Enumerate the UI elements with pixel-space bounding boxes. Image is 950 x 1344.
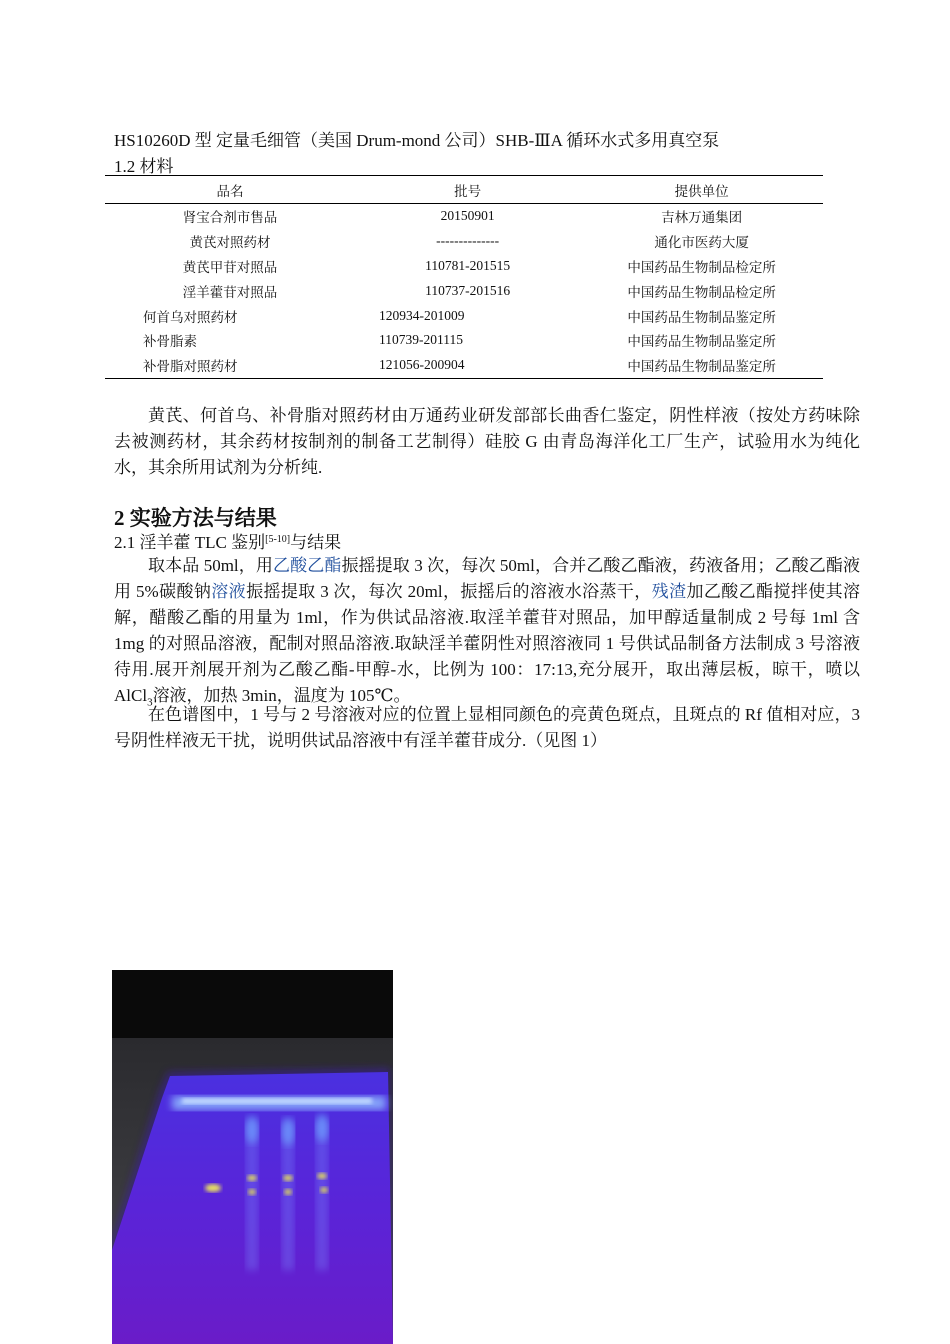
table-row <box>105 353 823 378</box>
cell-unit: 通化市医药大厦 <box>654 235 749 251</box>
cell-batch: 110739-201115 <box>378 332 463 348</box>
result-paragraph: 在色谱图中，1 号与 2 号溶液对应的位置上显相同颜色的亮黄色斑点，且斑点的 Rf 值相对应，3 号阴性样液无干扰，说明供试品溶液中有淫羊藿苷成分.（见图 1） <box>114 705 860 750</box>
section-2-1-title: 2.1 淫羊藿 TLC 鉴别 <box>114 533 266 552</box>
cell-batch: 120934-201009 <box>378 307 465 323</box>
cell-batch: -------------- <box>436 233 500 249</box>
col-header-unit: 提供单位 <box>580 176 823 204</box>
section-1-2-heading: 1.2 材料 <box>114 157 174 176</box>
equipment-line: HS10260D 型 定量毛细管（美国 Drum-mond 公司）SHB-ⅢA 循环水式多用真空泵 <box>114 131 720 150</box>
method-text: 取本品 50ml，用 <box>148 556 273 575</box>
cell-batch: 110781-201515 <box>425 257 511 273</box>
cell-unit: 中国药品生物制品检定所 <box>627 259 776 275</box>
cell-unit: 中国药品生物制品鉴定所 <box>580 353 823 378</box>
cell-name: 何首乌对照药材 <box>143 309 238 325</box>
col-header-name: 品名 <box>105 176 355 204</box>
subscript-3: 3 <box>147 696 153 709</box>
table-row <box>105 328 823 353</box>
cell-unit: 中国药品生物制品鉴定所 <box>627 309 776 325</box>
table-row <box>105 204 823 229</box>
solution-link[interactable]: 溶液 <box>211 582 247 601</box>
cell-name: 补骨脂对照药材 <box>105 353 355 378</box>
col-header-batch: 批号 <box>355 176 580 204</box>
reference-marker: [5-10] <box>265 534 291 545</box>
cell-batch: 121056-200904 <box>355 353 580 378</box>
ethyl-acetate-link[interactable]: 乙酸乙酯 <box>272 556 342 575</box>
cell-batch: 110737-201516 <box>425 282 511 298</box>
tlc-plate-image <box>112 970 393 1344</box>
table-row <box>105 303 823 328</box>
cell-name: 淫羊藿苷对照品 <box>182 284 278 300</box>
cell-name: 肾宝合剂市售品 <box>182 210 278 226</box>
method-text: 溶液，加热 3min，温度为 105℃。 <box>152 686 411 705</box>
cell-name: 补骨脂素 <box>143 334 197 350</box>
cell-unit: 中国药品生物制品检定所 <box>627 284 776 300</box>
cell-name: 黄芪甲苷对照品 <box>182 259 278 275</box>
section-2-heading: 2 实验方法与结果 <box>114 506 277 530</box>
method-text: 振摇提取 3 次，每次 20ml，振摇后的溶液水浴蒸干， <box>246 582 652 601</box>
table-row <box>105 229 823 254</box>
cell-name: 黄芪对照药材 <box>189 235 271 251</box>
cell-unit: 吉林万通集团 <box>661 210 743 226</box>
table-row <box>105 254 823 279</box>
residue-link[interactable]: 残渣 <box>651 582 687 601</box>
cell-unit: 中国药品生物制品鉴定所 <box>627 334 776 350</box>
table-header-row <box>105 176 823 204</box>
materials-paragraph: 黄芪、何首乌、补骨脂对照药材由万通药业研发部部长曲香仁鉴定，阴性样液（按处方药味除去被测药材，其余药材按制剂的制备工艺制得）硅胶 G 由青岛海洋化工厂生产，试验用水为纯化水，其余所用试剂为分析纯. <box>114 406 860 477</box>
materials-table <box>105 175 823 379</box>
table-row <box>105 278 823 303</box>
section-2-1-suffix: 与结果 <box>290 533 342 552</box>
method-text: 振摇提取 3 次，每次 50ml，合并乙酸乙酯液，药液备用；乙酸乙酯液用 5%碳酸钠 <box>114 556 860 601</box>
method-paragraph <box>114 553 860 715</box>
tlc-plate-photo <box>112 970 393 1344</box>
method-text: 加乙酸乙酯搅拌使其溶解，醋酸乙酯的用量为 1ml，作为供试品溶液.取淫羊藿苷对照品，加甲醇适量制成 2 号每 1ml 含 1mg 的对照品溶液，配制对照品溶液.取缺淫羊藿阴性对照溶液同 1 号供试品制备方法制成 3 号溶液待用.展开剂展开剂为乙酸乙酯-甲醇-水，比例为 100：17:13,充分展开，取出薄层板，晾干，喷以 AlCl <box>114 582 861 705</box>
section-2-1-heading <box>114 528 341 553</box>
cell-batch: 20150901 <box>440 208 495 224</box>
